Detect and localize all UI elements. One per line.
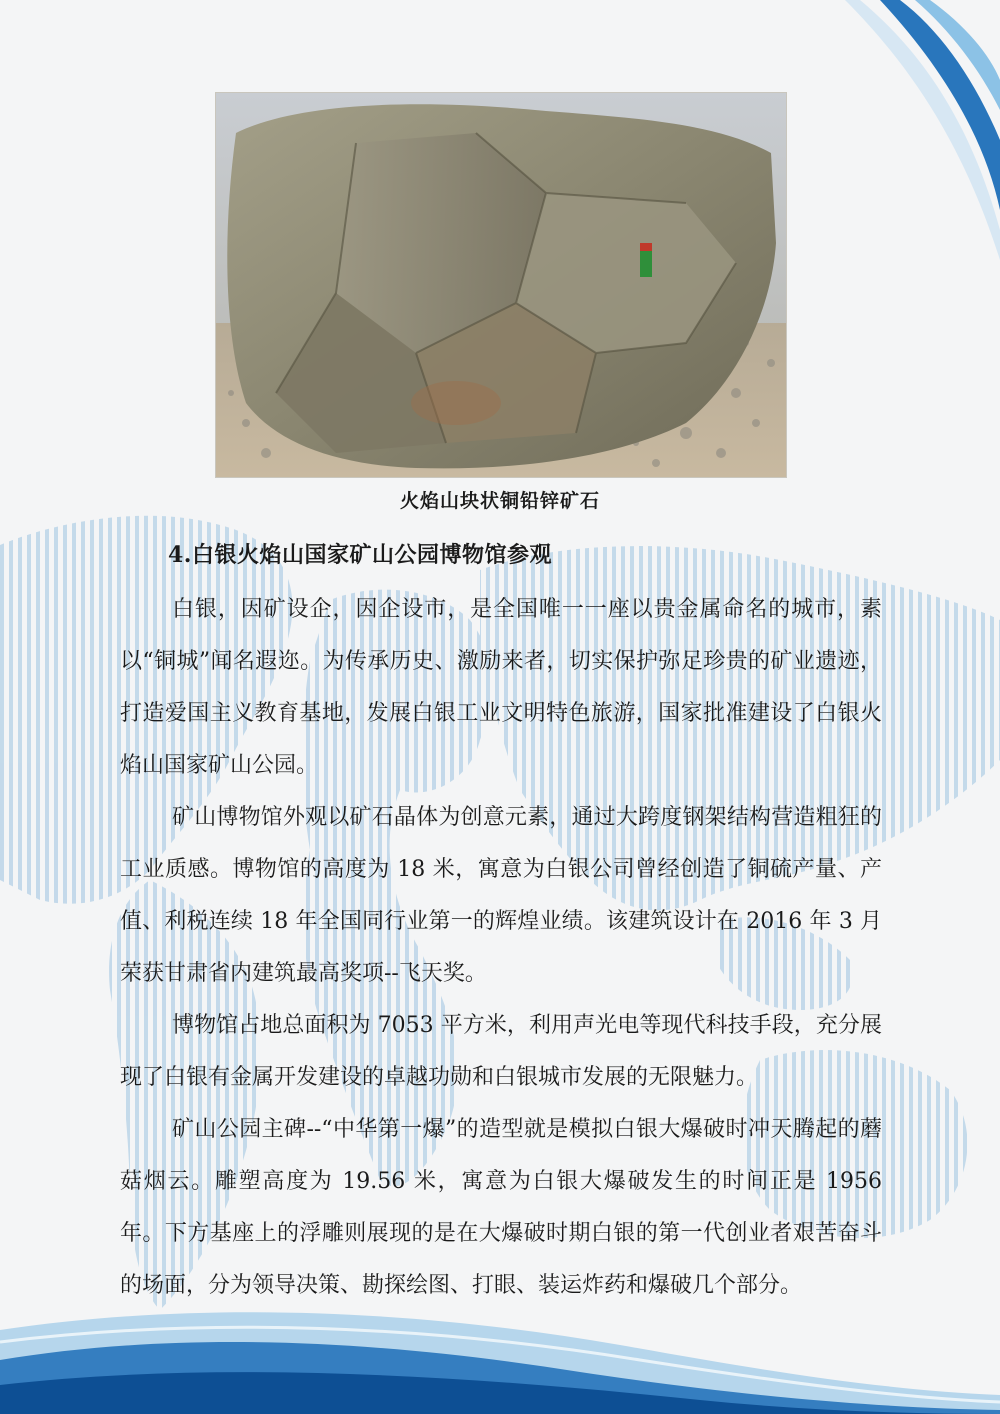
- ore-boulder-photo: [215, 92, 787, 478]
- paragraph-1: 白银，因矿设企，因企设市，是全国唯一一座以贵金属命名的城市，素以“铜城”闻名遐迩。为传承历史、激励来者，切实保护弥足珍贵的矿业遗迹，打造爱国主义教育基地，发展白银工业文明特色旅游，国家批准建设了白银火焰山国家矿山公园。: [120, 597, 882, 778]
- paragraph-2: 矿山博物馆外观以矿石晶体为创意元素，通过大跨度钢架结构营造粗狂的工业质感。博物馆的高度为 18 米，寓意为白银公司曾经创造了铜硫产量、产值、利税连续 18 年全国同行业第一的辉煌业绩。该建筑设计在 2016 年 3 月荣获甘肃省内建筑最高奖项--飞天奖。: [120, 805, 882, 986]
- paragraph-3: 博物馆占地总面积为 7053 平方米，利用声光电等现代科技手段，充分展现了白银有金属开发建设的卓越功勋和白银城市发展的无限魅力。: [120, 1013, 882, 1090]
- boulder-image: [216, 93, 786, 477]
- paragraph-4: 矿山公园主碑--“中华第一爆”的造型就是模拟白银大爆破时冲天腾起的蘑菇烟云。雕塑高度为 19.56 米，寓意为白银大爆破发生的时间正是 1956 年。下方基座上的浮雕则展现的是在大爆破时期白银的第一代创业者艰苦奋斗的场面，分为领导决策、勘探绘图、打眼、装运炸药和爆破几个部分。: [120, 1117, 882, 1298]
- photo-caption: 火焰山块状铜铅锌矿石: [399, 490, 600, 512]
- section-heading: 4.白银火焰山国家矿山公园博物馆参观: [168, 542, 552, 568]
